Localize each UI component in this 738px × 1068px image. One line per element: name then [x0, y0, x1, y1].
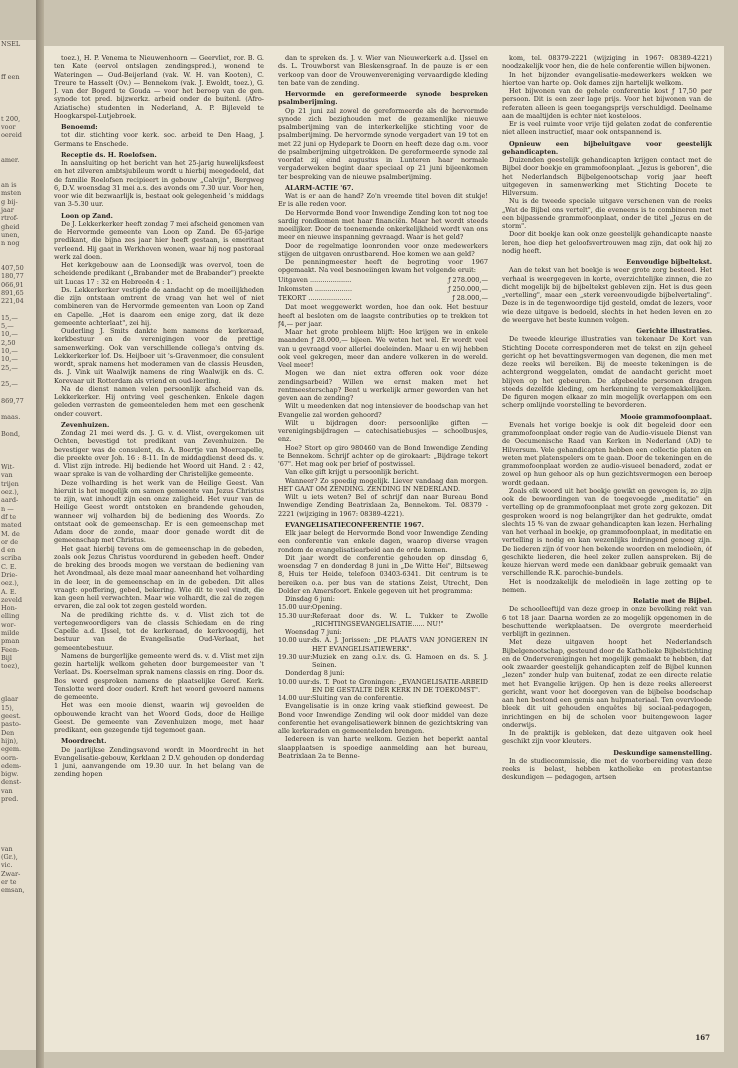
schedule-item: [278, 612, 488, 629]
previous-page-fragment: glaar: [1, 695, 19, 704]
budget-label: TEKORT .....................: [278, 294, 352, 302]
previous-page-fragment: milde: [1, 629, 20, 638]
previous-page-fragment: [0, 405, 36, 413]
schedule-item: [278, 603, 488, 611]
previous-page-fragment: unen,: [1, 230, 20, 239]
paragraph: Woensdag 7 juni:: [285, 628, 342, 636]
budget-value: ƒ 250.000,—: [448, 284, 488, 293]
previous-page-fragment: an is: [1, 181, 17, 190]
budget-line: [278, 285, 488, 293]
section-heading: Gerichte illustraties.: [636, 327, 712, 335]
section-heading: Opnieuw een bijbeluitgave voor geestelijk gehandicapten.: [502, 139, 712, 156]
section-heading: Relatie met de Bijbel.: [632, 597, 712, 605]
previous-page-fragment: pman: [1, 637, 20, 646]
section-heading: Hervormde en gereformeerde synode bespreken psalmberijming.: [278, 90, 488, 107]
previous-page-fragment: hijn),: [1, 736, 19, 745]
paragraph: Ouderling J. Smits dankte hem namens de kerkeraad, kerkbestuur en de verenigingen voor de prettige samenwerking. Ook van verschillende collega's ontving ds. Lekkerkerker lof. Ds. Heijboer uit 's-Gravenmoer, die consulent wordt, sprak namens het moderamen van de classis Heusden, ds. J. Vink uit Waalwijk namens de ring Waalwijk en ds. C. Korevaar uit Rotterdam als vriend en oud-leerling.: [54, 327, 264, 385]
previous-page-fragment: 221,04: [1, 297, 24, 306]
previous-page-fragment: [0, 447, 36, 455]
schedule-text: ds. T. Poot te Groningen: „EVANGELISATIE-ARBEID EN DE GESTALTE DER KERK IN DE TOEKOMST".: [312, 677, 488, 694]
newspaper-page: [44, 46, 724, 1052]
schedule-text: ds. A. J. Jorissen: „DE PLAATS VAN JONGEREN IN HET EVANGELISATIEWERK".: [312, 636, 488, 653]
paragraph: Na de dienst namen velen persoonlijk afscheid van ds. Lekkerkerker. Hij ontving veel geschenken. Enkele dagen geleden verrasten de gemeenteleden hem met een geschenk onder couvert.: [54, 384, 264, 418]
section-heading: ALARM-ACTIE '67.: [285, 183, 354, 192]
schedule-text: Opening.: [312, 603, 343, 612]
schedule-item: [278, 678, 488, 695]
previous-page-fragment: emsan,: [1, 886, 25, 895]
paragraph: De J. Lekkerkerker heeft zondag 7 mei afscheid genomen van de Hervormde gemeente van Loon op Zand. De 65-jarige predikant, die bijna zes jaar hier heeft gestaan, is emeritaat verleend. Hij gaat in Werkhoven wonen, waar hij nog pastoraal werk zal doen.: [54, 219, 264, 261]
previous-page-strip: [0, 40, 36, 1050]
previous-page-fragment: er te: [1, 877, 17, 886]
paragraph: Dat moet weggewerkt worden, hoe dan ook. Het bestuur heeft al besloten om de laagste contributies op te trekken tot ƒ4,— per jaar.: [278, 303, 488, 328]
paragraph: Er is veel ruimte voor vrije tijd gelaten zodat de conferentie niet alleen instructief, maar ook ontspannend is.: [502, 120, 712, 137]
previous-page-fragment: NSEL: [1, 40, 21, 48]
previous-page-fragment: oereid: [1, 131, 22, 140]
paragraph: Duizenden geestelijk gehandicapten krijgen contact met de Bijbel door boekje en grammofoonplaat. „Jezus is geboren", die het Nederlandsch Bijbelgenootschap vorig jaar heeft uitgegeven in samenwerking met Stichting Docete te Hilversum.: [502, 156, 712, 197]
schedule-text: Referaat door ds. W. L. Tukker te Zwolle „RICHTINGSEVANGELISATIE...... NU!": [312, 611, 488, 628]
schedule-item: [278, 694, 488, 702]
previous-page-fragment: 15,—: [1, 313, 18, 322]
paragraph: Maar het grote probleem blijft: Hoe krijgen we in enkele maanden ƒ 28.000,— bijeen. We weten het wel. Er wordt veel van u gevraagd voor allerlei doeleinden. Maar u en wij hebben ook veel gekregen, meer dan andere volkeren in de wereld. Veel meer!: [278, 328, 488, 369]
budget-value: ƒ 28.000,—: [452, 294, 488, 302]
paragraph: In het bijzonder evangelisatie-medewerkers wekken we hiertoe van harte op. Ook dames zijn hartelijk welkom.: [502, 70, 712, 87]
previous-page-fragment: msten: [1, 189, 22, 198]
page-number: 167: [695, 1033, 710, 1042]
previous-page-fragment: [0, 247, 36, 255]
previous-page-fragment: denst-: [1, 778, 22, 787]
paragraph: Mogen we dan niet extra offeren ook voor déze zendingsarbeid? Willen we ernst maken met het rentmeesterschap? Bent u werkelijk armer geworden van het geven aan de zending?: [278, 369, 488, 402]
previous-page-fragment: van: [1, 844, 13, 853]
paragraph: De schoolleeftijd van deze groep in onze bevolking rekt van 6 tot 18 jaar. Daarna worden ze zo mogelijk opgenomen in de beschuttende werkplaatsen. De overgrote meerderheid verblijft in gezinnen.: [502, 605, 712, 638]
previous-page-fragment: 25,—: [1, 380, 18, 389]
schedule-item: [278, 653, 488, 670]
section-heading: Moordrecht.: [61, 737, 107, 746]
previous-page-fragment: [0, 812, 36, 820]
section-heading: Loon op Zand.: [61, 211, 113, 220]
paragraph: dan te spreken ds. J. v. Wier van Nieuwerkerk a.d. IJssel en ds. L. Trouwborst van Bleskensgraaf. In de pauze is er een verkoop van door de Vrouwenvereniging vervaardigde kleding ten bate van de zending.: [278, 54, 488, 87]
previous-page-fragment: 10,—: [1, 355, 18, 364]
previous-page-fragment: geest.: [1, 712, 21, 721]
previous-page-fragment: [0, 679, 36, 687]
schedule-time: 10.00 uur:: [278, 677, 313, 686]
section-heading: Receptie ds. H. Roelofsen.: [61, 150, 157, 159]
previous-page-fragment: Drie-: [1, 571, 18, 579]
previous-page-fragment: Feen-: [1, 645, 20, 654]
paragraph: Door de regelmatige loonronden voor onze medewerkers stijgen de uitgaven onrustbarend. Hoe komen we aan geld?: [278, 241, 488, 258]
schedule-time: 19.30 uur:: [278, 652, 313, 661]
previous-page-fragment: [0, 820, 36, 828]
paragraph: De tweede kleurige illustraties van tekenaar De Kort van Stichting Docete corresponderen met de tekst en zijn geheel gericht op het bevattingsvermogen van degenen, die men met deze reeks wil bereiken. Bij de meeste tekeningen is de achtergrond weggelaten, omdat de aandacht gericht moet blijven op het gebeuren. De afgebeelde personen dragen steeds dezelfde kleding, om herkenning te vergemakkelijken. De figuren mogen elkaar zo min mogelijk overlappen om een scherp omlijnde voorstelling te bevorderen.: [502, 335, 712, 410]
previous-page-fragment: [0, 98, 36, 106]
budget-line: [278, 276, 488, 284]
previous-page-fragment: n nog: [1, 239, 20, 248]
paragraph: Het gaat hierbij tevens om de gemeenschap in de gebeden, zoals ook Jezus Christus voordurend in gebeden heeft. Onder de breking des broods mogen we verstaan de bediening van het Avondmaal, als deze maal maar aaneenhand het volharding in de leer, in de gemeenschap en in de gebeden. Dit alles vraagt: opoffering, gebed, bekering. Wie dit te veel vindt, die kan geen heil verwachten. Maar wie volhardt, die zal de zegen ervaren, die zal ook tot zegen gesteld worden.: [54, 544, 264, 611]
previous-page-fragment: [0, 422, 36, 430]
paragraph: Op 21 juni zal zowel de gereformeerde als de hervormde synode zich bezighouden met de gezamenlijke nieuwe psalmberijming van de interkerkelijke stichting voor de psalmberijming. De hervormde synode vergadert van 19 tot en met 22 juni op Hydepark te Doorn en heeft deze dag o.m. voor de psalmberijming uitgetrokken. De gereformeerde synode zal voordat zij eind augustus in Lunteren haar normale vergaderweken begint daar speciaal op 21 juni bijeenkomen ter bespreking van de nieuwe psalmberijming.: [278, 106, 488, 181]
schedule-time: 10.00 uur:: [278, 636, 313, 645]
paragraph: Door dit boekje kan ook onze geestelijk gehandicapte naaste leren, hoe diep het geloofsvertrouwen mag zijn, dat ook hij zo nodig heeft.: [502, 230, 712, 255]
previous-page-fragment: g bij-: [1, 197, 18, 206]
column-3: [502, 54, 712, 1034]
schedule-time: 14.00 uur:: [278, 694, 313, 702]
previous-page-fragment: [0, 65, 36, 73]
previous-page-fragment: trijen: [1, 479, 19, 488]
previous-page-fragment: (Gr.),: [1, 853, 18, 862]
previous-page-fragment: oez.),: [1, 579, 19, 588]
section-heading: Eenvoudige bijbeltekst.: [626, 258, 712, 266]
paragraph: Elk jaar belegt de Hervormde Bond voor Inwendige Zending een conferentie van enkele dagen, waarop diverse vragen rondom de evangelisatiearbeid aan de orde komen.: [278, 529, 488, 554]
paragraph: tot dir. stichting voor kerk. soc. arbeid te Den Haag, J. Germans te Enschede.: [54, 131, 264, 148]
previous-page-fragment: Bond,: [1, 429, 21, 438]
previous-page-fragment: 180,77: [1, 272, 24, 281]
previous-page-fragment: 25,—: [1, 363, 18, 372]
previous-page-fragment: elling: [1, 612, 20, 621]
paragraph: In de studiecommissie, die met de voorbereiding van deze reeks is belast, hebben katholieke en protestantse deskundigen — pedagogen, artsen: [502, 756, 712, 782]
previous-page-fragment: 10,—: [1, 346, 18, 355]
previous-page-fragment: [0, 140, 36, 148]
schedule-text: Sluiting van de conferentie.: [312, 694, 404, 702]
paragraph: Het is noodzakelijk de melodieën in lage zetting op te nemen.: [502, 577, 712, 594]
previous-page-fragment: 10,—: [1, 330, 18, 339]
previous-page-fragment: oorn-: [1, 753, 19, 762]
previous-page-fragment: scriba: [1, 554, 22, 563]
paragraph: Dit jaar wordt de conferentie gehouden op dinsdag 6, woensdag 7 en donderdag 8 juni in „De Witte Hei", Biltseweg 8, Huis ter Heide, telefoon 03403-6341. Dit centrum is te bereiken o.a. per bus van de stations Zeist, Utrecht, Den Dolder en Amersfoort. Enkele gegeven uit het programma:: [278, 553, 488, 595]
previous-page-fragment: voor: [1, 122, 16, 131]
previous-page-fragment: wor-: [1, 620, 16, 629]
paragraph: De jaarlijkse Zendingsavond wordt in Moordrecht in het Evangelisatie-gebouw, Kerklaan 2 D.V. gehouden op donderdag 1 juni, aanvangende om 19.30 uur. In het belang van de zending hopen: [54, 745, 264, 779]
previous-page-fragment: [0, 48, 36, 56]
previous-page-fragment: jaar: [1, 205, 14, 214]
paragraph: Na de prediking richtte ds. v. d. Vlist zich tot de vertegenwoordigers van de classis Schiedam en de ring Capelle a.d. IJssel, tot de kerkeraad, de kerkvoogdij, het bestuur van de Evangelisatie Oud-Verlaat, het gemeentebestuur.: [54, 610, 264, 652]
previous-page-fragment: [0, 372, 36, 380]
previous-page-fragment: [0, 671, 36, 679]
paragraph: Namens de burgerlijke gemeente werd ds. v. d. Vlist met zijn gezin hartelijk welkom geheten door burgemeester van 't Verlaat. Ds. Koerselman sprak namens classis en ring. Door ds. Bos werd gesproken namens de plaatselijke Geref. Kerk. Tenslotte werd door ouderl. Kreft het woord gevoerd namens de gemeente.: [54, 651, 264, 701]
previous-page-fragment: 2,50: [1, 338, 16, 347]
paragraph: Zondag 21 mei werd ds. J. G. v. d. Vlist, overgekomen uit Ochten, bevestigd tot predikant van Zevenhuizen. De bevestiger was de consulent, ds. A. Boertje van Moercapelle, die preekte over Joh. 16 : 8-11. In de middagdienst deed ds. v. d. Vlist zijn intrede. Hij bediende het Woord uit Hand. 2 : 42, waar sprake is van de volharding der Christelijke gemeente.: [54, 429, 264, 479]
previous-page-fragment: zeveld: [1, 595, 23, 604]
paragraph: Hoe? Stort op giro 980460 van de Bond Inwendige Zending te Bennekom. Schrijf achter op de girokaart: „Bijdrage tekort '67". Het mag ook per brief of postwissel.: [278, 443, 488, 468]
previous-page-fragment: [0, 148, 36, 156]
schedule-item: [278, 636, 488, 653]
previous-page-fragment: Wit-: [1, 463, 15, 472]
previous-page-fragment: A. E.: [1, 587, 17, 596]
paragraph: In aansluiting op het bericht van het 25-jarig huwelijksfeest en het zilveren ambtsjubileum wordt u hierbij meegedeeld, dat de familie Roelofsen recipieert in gebouw „Calvijn", Bergweg 6, D.V. woensdag 31 mei a.s. des avonds om 7.30 uur. Voor hen, voor wie dit bezwaarlijk is, bestaat ook gelegenheid 's middags van 3-5.30 uur.: [54, 159, 264, 209]
paragraph: Donderdag 8 juni:: [285, 669, 345, 678]
paragraph: toez.), H. P. Venema te Nieuwenhoorn — Geervliet, ror. B. G. ten Kate (eervol ontslagen zendingspred.), wonend te Wateringen — Oud-Beijerland (vak. W. H. van Kooten), C. Treure te Hasselt (Ov.) — Bennekom (vak. J. Ewoldt, toez.), G. J. van der Bogerd te Gouda — voor het beroep van de gen. synode tot pred. bijzwerkz. arbeid onder de buitenl. (Afro-Aziatische) studenten in Nederland, A. P. Bijleveld te Hoogkarspel-Lutjebroek.: [54, 54, 264, 120]
paragraph: De penningmeester heeft de begroting voor 1967 opgemaakt. Na veel besnoeiingen kwam het volgende eruit:: [278, 258, 488, 275]
previous-page-fragment: [0, 306, 36, 314]
budget-label: Inkomsten ..................: [278, 284, 353, 293]
previous-page-fragment: ff een: [1, 73, 20, 82]
column-2: [278, 54, 488, 1034]
previous-page-fragment: bigw.: [1, 770, 19, 779]
previous-page-fragment: oez.),: [1, 488, 19, 497]
paragraph: Wanneer? Zo spoedig mogelijk. Liever vandaag dan morgen. HET GAAT OM ZENDING. ZENDING IN NEDERLAND.: [278, 476, 488, 493]
paragraph: Evangelisatie is in onze kring vaak stiefkind geweest. De Bond voor Inwendige Zending wil ook door middel van deze conferentie het evangelisatiewerk binnen de gezichtskring van alle kerkeraden en gemeenteleden brengen.: [278, 702, 488, 735]
previous-page-fragment: Den: [1, 728, 15, 737]
previous-page-fragment: egem.: [1, 745, 22, 754]
paragraph: Wat is er aan de hand? Zo'n vreemde titel boven dit stukje! Er is alle reden voor.: [278, 192, 488, 209]
paragraph: Dinsdag 6 juni:: [285, 595, 335, 603]
previous-page-fragment: [0, 388, 36, 396]
paragraph: Wilt u bijdragen door: persoonlijke giften — verenigingsbijdragen — catechisatiebusjes — schoolbusjes, enz.: [278, 418, 488, 444]
previous-page-fragment: van: [1, 471, 13, 480]
previous-page-fragment: t 200,: [1, 114, 21, 123]
section-heading: Zevenhuizen.: [61, 420, 110, 429]
paragraph: Deze volharding is het werk van de Heilige Geest. Van hieruit is het mogelijk om samen gemeente van Jezus Christus te zijn, wat inhoudt zijn een onze zaligheid. Het vuur van de Heilige Geest wordt ontstoken en brandende gehouden, wanneer wij volharden bij de bediening des Woords. Zo ontstaat ook de gemeenschap. Er is een gemeenschap met Adam door de zonde, maar door genade wordt dit de gemeenschap met Christus.: [54, 478, 264, 545]
previous-page-fragment: 5,—: [1, 322, 14, 331]
previous-page-fragment: 869,77: [1, 396, 24, 405]
paragraph: Aan de tekst van het boekje is weer grote zorg besteed. Het verhaal is weergegeven in korte, overzichtelijke zinnen, die zo dicht mogelijk bij de bijbeltekst gebleven zijn. Het is dus geen „vertelling", maar een „sterk vereenvoudigde bijbelvertaling". Deze is in de tegenwoordige tijd gesteld, omdat de lezers, voor wie deze uitgave is bedoeld, slechts in het heden leven en zo de weergave het beste kunnen volgen.: [502, 266, 712, 324]
section-heading: Benoemd:: [61, 123, 98, 131]
paragraph: Wilt u meedenken dat nog intensiever de boodschap van het Evangelie zal worden gehoord?: [278, 402, 488, 419]
previous-page-fragment: vic.: [1, 861, 13, 870]
previous-page-fragment: [0, 90, 36, 98]
page-gutter: [36, 0, 44, 1068]
schedule-text: Muziek en zang o.l.v. ds. G. Hamoen en ds. S. J. Seinen.: [312, 652, 488, 669]
previous-page-fragment: [0, 687, 36, 695]
paragraph: Evenals het vorige boekje is ook dit begeleid door een grammofoonplaat onder regie van de Audio-visuele Dienst van de Oecumenische Raad van Kerken in Nederland (AD) te Hilversum. Vele gehandicapten hebben een collectie platen en weten met platenspelers om te gaan. Door de tekeningen en de grammofoonplaat worden ze audio-visueel benaderd, zodat er zowel op hun gehoor als op hun gezichtsvermogen een beroep wordt gedaan.: [502, 420, 712, 487]
previous-page-fragment: edem-: [1, 761, 22, 770]
previous-page-fragment: 066,91: [1, 280, 24, 289]
schedule-time: 15.00 uur:: [278, 603, 313, 612]
section-heading: EVANGELISATIECONFERENTIE 1967.: [285, 520, 424, 529]
previous-page-fragment: 891,65: [1, 288, 24, 297]
paragraph: Het was een mooie dienst, waarin wij gevoelden de opbouwende kracht van het Woord Gods, door de Heilige Geest. De gemeente van Zevenhuizen moge, met haar predikant, een gezegende tijd tegemoet gaan.: [54, 701, 264, 734]
paragraph: Ds. Lekkerkerker vestigde de aandacht op de moeilijkheden die zijn ontstaan omtrent de vraag van het wel of niet combineren van de Hervormde gemeenten van Loon op Zand en Capelle. „Het is daarom een enige zorg, dat ik deze gemeente achterlaat", zei hij.: [54, 285, 264, 327]
previous-page-fragment: [0, 173, 36, 181]
previous-page-fragment: [0, 828, 36, 836]
previous-page-fragment: [0, 106, 36, 114]
paragraph: Wilt u iets weten? Bel of schrijf dan naar Bureau Bond Inwendige Zending Beatrixlaan 2a, Bennekom. Tel. 08379 - 2221 (wijziging in 1967: 08389-4221).: [278, 493, 488, 518]
previous-page-fragment: pred.: [1, 795, 19, 804]
previous-page-fragment: [0, 164, 36, 172]
paragraph: Het kerkgebouw aan de Loonsedijk was overvol, toen de scheidende predikant („Brabander met de Brabander") preekte uit Lucas 17 : 32 en Hebreeën 4 : 1.: [54, 261, 264, 286]
previous-page-fragment: gheid: [1, 222, 20, 231]
schedule-time: 15.30 uur:: [278, 611, 313, 620]
paragraph: Zoals elk woord uit het boekje gewikt en gewogen is, zo zijn ook de bewoordingen van de toegevoegde „meditatie" en vertelling op de grammofoonplaat met grote zorg gekozen. Dit gesproken woord is nog belangrijker dan het gedrukte, omdat slechts 15 % van de zwaar gehandicapten kan lezen. Herhaling van het verhaal in boekje, op grammofoonplaat, in meditatie en vertelling is nodig en kan wezenlijks indringend genoeg zijn. De liederen zijn óf voor hen bekende woorden en melodieën, óf geschikte liederen, die heel zeker zullen aanspreken. Bij de keuze hiervan werd mede een dankbaar gebruik gemaakt van verschillende R.K. parochie-bundels.: [502, 486, 712, 578]
previous-page-fragment: maas.: [1, 413, 21, 422]
section-heading: Mooie grammofoonplaat.: [620, 412, 712, 421]
previous-page-fragment: [0, 455, 36, 463]
previous-page-fragment: [0, 57, 36, 65]
previous-page-fragment: Hon-: [1, 604, 17, 613]
previous-page-fragment: d en: [1, 546, 16, 555]
previous-page-fragment: 407,50: [1, 264, 24, 273]
previous-page-fragment: mated: [1, 521, 22, 530]
previous-page-fragment: pasto-: [1, 720, 22, 729]
previous-page-fragment: C. E.: [1, 562, 17, 571]
previous-page-fragment: Bijl: [1, 653, 12, 662]
paragraph: Het bijwonen van de gehele conferentie kost ƒ 17,50 per persoon. Dit is een zeer lage prijs. Voor het bijwonen van de referaten alleen is geen toegangsprijs verschuldigd. Deelname aan de maaltijden is echter niet kosteloos.: [502, 87, 712, 120]
previous-page-fragment: [0, 256, 36, 264]
previous-page-fragment: toez),: [1, 662, 20, 671]
previous-page-fragment: [0, 81, 36, 89]
previous-page-fragment: Zwar-: [1, 869, 21, 878]
previous-page-fragment: rtrof-: [1, 214, 19, 223]
budget-line: [278, 294, 488, 302]
previous-page-fragment: M. de: [1, 529, 20, 538]
paragraph: kom, tel. 08379-2221 (wijziging in 1967: 08389-4221) noodzakelijk voor hen, die de hele conferentie willen bijwonen.: [502, 54, 712, 71]
previous-page-fragment: aard-: [1, 496, 19, 505]
previous-page-fragment: or de: [1, 537, 19, 546]
previous-page-fragment: van: [1, 786, 13, 795]
previous-page-fragment: [0, 837, 36, 845]
paragraph: Nu is de tweede speciale uitgave verschenen van de reeks „Wat de Bijbel ons vertelt", die eveneens is te combineren met een bijpassende grammofoonplaat, onder de titel „Jezus en de storm".: [502, 197, 712, 230]
previous-page-fragment: 15),: [1, 703, 14, 712]
paragraph: In de praktijk is gebleken, dat deze uitgaven ook heel geschikt zijn voor kleuters.: [502, 729, 712, 746]
paragraph: De Hervormde Bond voor Inwendige Zending kon tot nog toe sardig rondkomen met haar financiën. Maar het wordt steeds moeilijker. Door de toenemende onkerkelijkheid wordt van ons meer en nieuwe inspanning gevraagd. Waar is het geld?: [278, 208, 488, 242]
paragraph: Van elke gift krijgt u persoonlijk bericht.: [285, 468, 419, 477]
paragraph: Met deze uitgaven hoopt het Nederlandsch Bijbelgenootschap, gesteund door de Katholieke Bijbelstichting en de Onderverenigingen het mogelijk gemaakt te hebben, dat ook zwaarder geestelijk gehandicapten zelf de Bijbel kunnen „lezen" zonder hulp van buitenaf, zodat ze een directe relatie met het Evangelie krijgen. Op hen is deze reeks allereerst gericht, want voor het doorgeven van de bijbelse boodschap aan hen bestond een gemis aan hulpmateriaal. Ten overvloede bleek dit uit gehouden enquêtes bij sociaal-pedagogen, inrichtingen en bij de scholen voor buitengewoon lager onderwijs.: [502, 638, 712, 729]
previous-page-fragment: df te: [1, 512, 17, 521]
budget-value: ƒ 278.000,—: [448, 275, 488, 284]
column-1: [54, 54, 264, 1034]
previous-page-fragment: [0, 803, 36, 811]
budget-label: Uitgaven ....................: [278, 275, 352, 284]
paragraph: Iedereen is van harte welkom. Gezien het beperkt aantal slaapplaatsen is spoedige aanmelding aan het bureau, Beatrixlaan 2a te Benne-: [278, 735, 488, 760]
previous-page-fragment: amer.: [1, 156, 20, 165]
previous-page-fragment: n —: [1, 504, 14, 513]
previous-page-fragment: [0, 438, 36, 446]
section-heading: Deskundige samenstelling.: [613, 748, 712, 757]
